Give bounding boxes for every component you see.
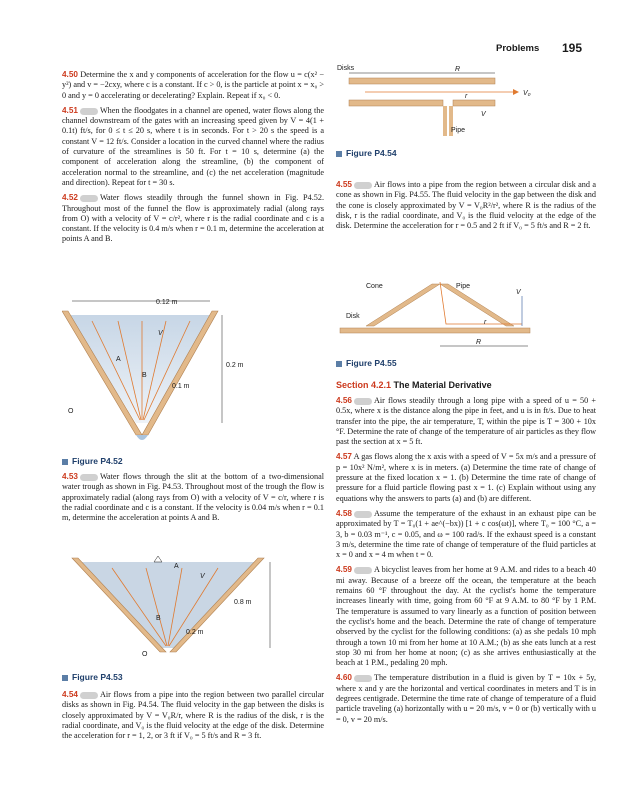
- v-label: V: [516, 289, 521, 296]
- problem-4-59: 4.59 A bicyclist leaves from her home at 9 A.M. and rides to a beach 40 mi away. Because of a breeze off the ocean, the temperature at the beach remains 60 °F throughout the day. At the cyclist's home the temperature increases linearly with time, going from 60 °F at 9 A.M. to 80 °F by 1 P.M. The temperature is assumed to vary linearly as a function of position between the cyclist's home and the beach. Determine the rate of change of temperature observed by the cyclist for the following conditions: (a) as she pedals 10 mph through a town 10 mi from her home at 10 A.M.; (b) as she eats lunch at a rest stop 30 mi from her home at noon; (c) as she arrives enthusiastically at the beach at 1 P.M., pedaling 20 mph.: [336, 565, 596, 668]
- point-b-label: B: [142, 372, 147, 379]
- figure-p4-52-caption: Figure P4.52: [62, 456, 123, 466]
- running-header-section: Problems: [496, 43, 540, 54]
- figure-p4-54: [335, 62, 545, 148]
- cone-label: Cone: [366, 283, 383, 290]
- video-badge-icon: [80, 474, 98, 481]
- video-badge-icon: [354, 182, 372, 189]
- figure-p4-55-caption: Figure P4.55: [336, 358, 397, 368]
- problem-4-57: 4.57 A gas flows along the x axis with a speed of V = 5x m/s and a pressure of p = 10x² N/m², where x is in meters. (a) Determine the time rate of change of pressure at the fixed location x = 1. (b) Determine the time rate of change of pressure for a fluid particle flowing past x = 1. (c) Explain without using any equations why the answers to parts (a) and (b) are different.: [336, 452, 596, 503]
- point-o-label: O: [142, 651, 148, 658]
- point-o-label: O: [68, 408, 74, 415]
- left-column-bottom: [62, 690, 324, 746]
- problem-4-55: 4.55 Air flows into a pipe from the region between a circular disk and a cone as shown in Fig. P4.55. The fluid velocity in the gap between the disk and the cone is closely approximated by V = V₀R²/r², where R is the radius of the disk, r is the radial coordinate, and V₀ is the fluid velocity at the edge of the disk. Determine the acceleration for r = 0.5 and 2 ft if V₀ = 5 ft/s and R = 2 ft.: [336, 180, 596, 231]
- problem-4-52: 4.52 Water flows steadily through the funnel shown in Fig. P4.52. Throughout most of the funnel the flow is approximately radial (along rays from O) with a velocity of V = c/r², where r is the radial coordinate and c is a constant. If the velocity is 0.4 m/s when r = 0.1 m, determine the acceleration at points A and B.: [62, 193, 324, 244]
- problem-4-58: 4.58 Assume the temperature of the exhaust in an exhaust pipe can be approximated by T = T₀(1 + ae^(−bx)) [1 + c cos(ωt)], where T₀ = 100 °C, a = 3, b = 0.03 m⁻¹, c = 0.05, and ω = 100 rad/s. If the exhaust speed is a constant 3 m/s, determine the time rate of change of temperature of the fluid particles at x = 0 and x = 4 m when t = 0.: [336, 508, 596, 560]
- video-badge-icon: [354, 511, 372, 518]
- figure-p4-53-caption: Figure P4.53: [62, 672, 123, 682]
- video-badge-icon: [354, 398, 372, 405]
- radius-R-label: R: [455, 66, 461, 73]
- page-number: 195: [562, 41, 583, 55]
- dim-right-label: 0.2 m: [226, 362, 244, 369]
- problem-4-50: 4.50 Determine the x and y components of acceleration for the flow u = c(x² − y²) and v = −2cxy, where c is a constant. If c > 0, is the particle at point x = x₀ > 0 and y = 0 accelerating or decelerating? Explain. Repeat if x₀ < 0.: [62, 70, 325, 100]
- left-column-mid: [62, 472, 324, 528]
- pipe-label: Pipe: [451, 127, 466, 134]
- video-badge-icon: [80, 692, 98, 699]
- pipe-label: Pipe: [456, 283, 471, 290]
- point-b-label: B: [156, 615, 161, 622]
- problem-4-60: 4.60 The temperature distribution in a fluid is given by T = 10x + 5y, where x and y are the horizontal and vertical coordinates in meters and T is in degrees centigrade. Determine the time rate of change of temperature of a fluid particle traveling (a) horizontally with u = 20 m/s, v = 0 or (b) vertically with u = 0, v = 20 m/s.: [336, 673, 596, 724]
- figure-p4-52: [62, 295, 262, 455]
- problem-4-54: 4.54 Air flows from a pipe into the region between two parallel circular disks as shown in Fig. P4.54. The fluid velocity in the gap between the disks is closely approximated by V = V₀R/r, where R is the radius of the disk, r is the radial coordinate, and V₀ is the fluid velocity at the edge of the disk. Determine the acceleration for r = 1, 2, or 3 ft if V₀ = 5 ft/s and R = 3 ft.: [62, 690, 324, 741]
- v0-label: V₀: [523, 90, 531, 97]
- caption-marker-icon: [336, 151, 342, 157]
- figure-p4-53: [62, 548, 282, 663]
- radius-R-label: R: [476, 339, 482, 346]
- r-label: r: [484, 319, 487, 326]
- disks-label: Disks: [337, 65, 355, 72]
- velocity-label: V: [200, 573, 205, 580]
- figure-p4-54-caption: Figure P4.54: [336, 148, 397, 158]
- problem-4-51: 4.51 When the floodgates in a channel are opened, water flows along the channel downstream of the gates with an increasing speed given by V = 4(1 + 0.1t) ft/s, for 0 ≤ t ≤ 20 s, where t is in seconds. For t > 20 s the speed is a constant V = 12 ft/s. Consider a location in the curved channel where the radius of curvature of the streamlines is 50 ft. For t = 10 s, determine (a) the component of acceleration along the streamline, (b) the component of acceleration normal to the streamline, and (c) the net acceleration (magnitude and direction). Repeat for t = 30 s.: [62, 105, 324, 187]
- right-column-top: [336, 180, 596, 236]
- disk-label: Disk: [346, 313, 360, 320]
- dim-mid-label: 0.1 m: [172, 383, 190, 390]
- v-label: V: [481, 111, 486, 118]
- left-column-top: [62, 70, 324, 250]
- point-a-label: A: [174, 563, 179, 570]
- section-heading: Section 4.2.1 The Material Derivative: [336, 380, 492, 390]
- dim-bottom-label: 0.2 m: [186, 629, 204, 636]
- figure-p4-55: [336, 278, 546, 356]
- video-badge-icon: [354, 567, 372, 574]
- point-a-label: A: [116, 356, 121, 363]
- caption-marker-icon: [62, 459, 68, 465]
- caption-marker-icon: [336, 361, 342, 367]
- right-column-bottom: [336, 396, 596, 730]
- video-badge-icon: [354, 675, 372, 682]
- r-label: r: [465, 93, 468, 100]
- problem-4-53: 4.53 Water flows through the slit at the bottom of a two-dimensional water trough as shown in Fig. P4.53. Throughout most of the trough the flow is approximately radial (along rays from O) with a velocity of V = c/r, where r is the radial coordinate and c is a constant. If the velocity is 0.04 m/s when r = 0.1 m, determine the acceleration at points A and B.: [62, 472, 324, 523]
- velocity-label: V: [158, 330, 163, 337]
- video-badge-icon: [80, 195, 98, 202]
- video-badge-icon: [80, 108, 98, 115]
- dim-top-label: 0.12 m: [156, 299, 178, 306]
- dim-top-label: 0.8 m: [234, 599, 252, 606]
- problem-4-56: 4.56 Air flows steadily through a long pipe with a speed of u = 50 + 0.5x, where x is the distance along the pipe in feet, and u is in ft/s. Due to heat transfer into the pipe, the air temperature, T, within the pipe is T = 300 + 10x °F. Determine the rate of change of the temperature of air particles as they flow past the section at x = 5 ft.: [336, 396, 596, 447]
- caption-marker-icon: [62, 675, 68, 681]
